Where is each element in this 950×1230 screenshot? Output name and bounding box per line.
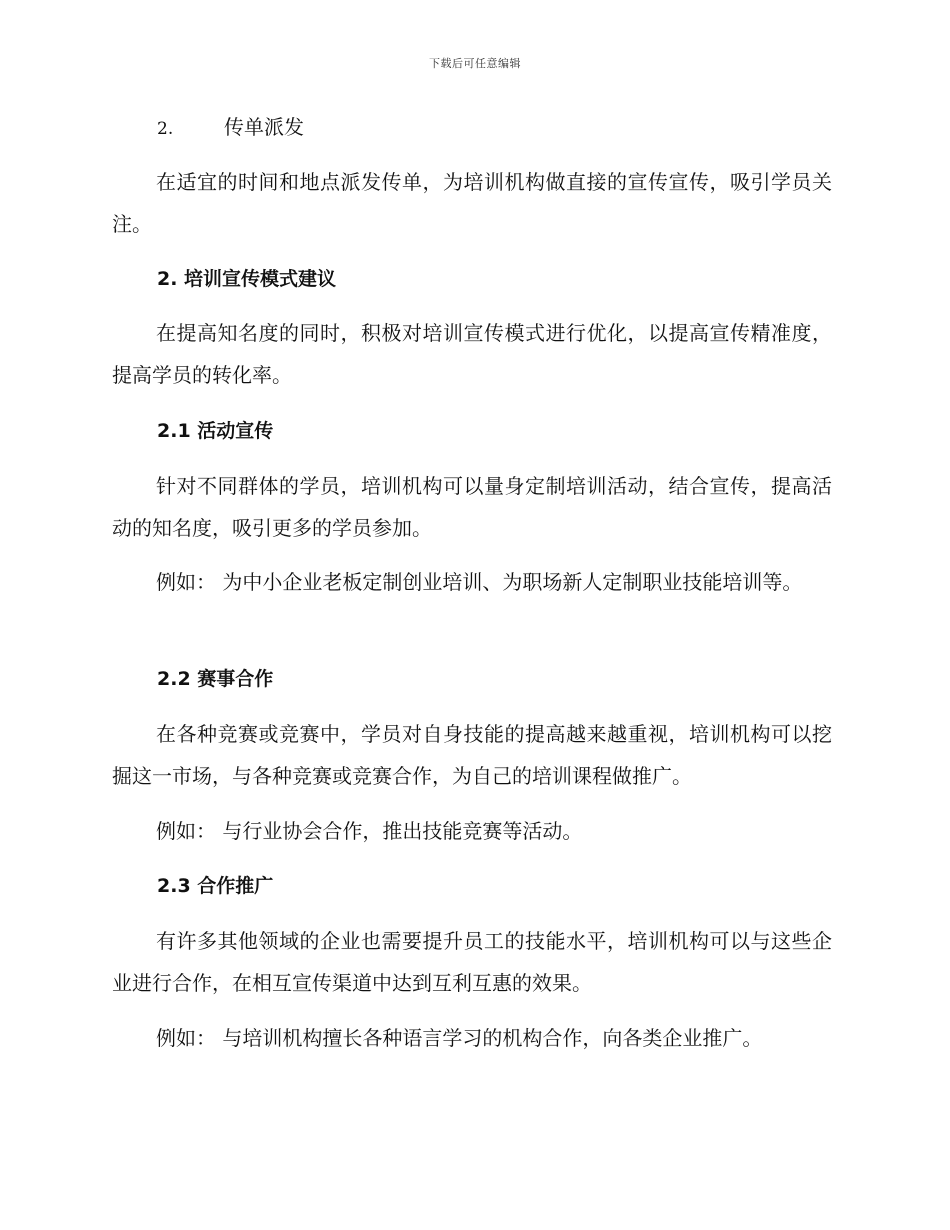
paragraph-competition-cooperation: 在各种竞赛或竞赛中，学员对自身技能的提高越来越重视，培训机构可以挖掘这一市场，与各种竞赛或竞赛合作，为自己的培训课程做推广。 — [112, 722, 832, 788]
list-item-text: 传单派发 — [224, 115, 304, 139]
example-competition-cooperation: 例如： 与行业协会合作，推出技能竞赛等活动。 — [156, 819, 583, 843]
heading-event-promotion: 2.1 活动宣传 — [157, 420, 274, 442]
list-item-number: 2. — [157, 119, 174, 139]
example-event-promotion: 例如： 为中小企业老板定制创业培训、为职场新人定制职业技能培训等。 — [156, 570, 803, 594]
paragraph-leaflet: 在适宜的时间和地点派发传单，为培训机构做直接的宣传宣传，吸引学员关注。 — [112, 170, 832, 236]
page-header-note: 下载后可任意编辑 — [429, 57, 521, 70]
heading-promotion-model: 2. 培训宣传模式建议 — [157, 268, 337, 290]
heading-competition-cooperation: 2.2 赛事合作 — [157, 668, 274, 690]
heading-cooperative-promotion: 2.3 合作推广 — [157, 875, 274, 897]
paragraph-cooperative-promotion: 有许多其他领域的企业也需要提升员工的技能水平，培训机构可以与这些企业进行合作，在相互宣传渠道中达到互利互惠的效果。 — [112, 929, 832, 995]
list-item-leaflet — [157, 106, 557, 150]
example-cooperative-promotion: 例如： 与培训机构擅长各种语言学习的机构合作，向各类企业推广。 — [156, 1026, 763, 1050]
paragraph-event-promotion: 针对不同群体的学员，培训机构可以量身定制培训活动，结合宣传，提高活动的知名度，吸引更多的学员参加。 — [112, 474, 832, 540]
paragraph-optimization: 在提高知名度的同时，积极对培训宣传模式进行优化，以提高宣传精准度，提高学员的转化率。 — [112, 321, 832, 387]
